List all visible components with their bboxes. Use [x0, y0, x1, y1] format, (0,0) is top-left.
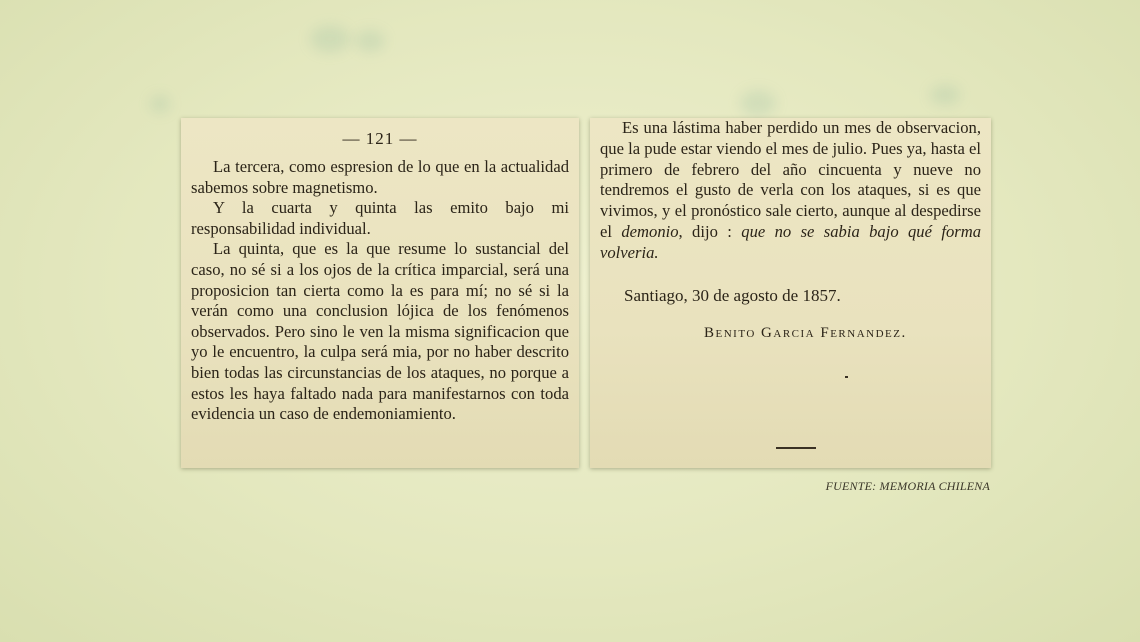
left-page-scan: [181, 118, 579, 468]
source-credit: FUENTE: MEMORIA CHILENA: [825, 479, 990, 493]
paragraph-2: Y la cuarta y quinta las emito bajo mi responsabilidad individual.: [191, 198, 569, 238]
author-signature: Benito Garcia Fernandez.: [704, 324, 907, 341]
background-stain: [355, 30, 385, 52]
paragraph-observacion: [600, 118, 981, 264]
background-stain: [740, 90, 776, 116]
quote-text: que no se sabia bajo qué forma volveria.: [600, 221, 981, 262]
ink-dot: [845, 376, 848, 378]
paragraph-1: La tercera, como espresion de lo que en la actualidad sabemos sobre magnetismo.: [191, 157, 569, 197]
paragraph-3: La quinta, que es la que resume lo sustancial del caso, no sé si a los ojos de la crítica imparcial, será una proposicion tan cierta como la es para mí; no sé si la verán como una conclusion lójica de los fenómenos observados. Pero sino le ven la misma significacion que yo le encuentro, la culpa será mia, por no haber descrito bien todas las circunstancias de los ataques, no porque a estos les haya faltado nada para manifestarnos con toda evidencia un caso de endemoniamiento.: [191, 239, 569, 424]
word-demonio: demonio: [621, 221, 679, 241]
page-number: — 121 —: [342, 129, 418, 148]
place-date: Santiago, 30 de agosto de 1857.: [624, 285, 841, 305]
text-dijo: , dijo :: [678, 221, 732, 241]
paragraph-main-text: Es una lástima haber perdido un mes de observacion, que la pude estar viendo el mes de julio. Pues ya, hasta el primero de febrero del año cincuenta y nueve no tendremos el gusto de verla con los ataques, si es que vivimos, y el pronóstico sale cierto, aunque al despedirse el: [600, 118, 981, 241]
right-page-scan: [590, 118, 991, 468]
end-rule: [776, 447, 816, 449]
background-stain: [310, 25, 350, 53]
background-stain: [930, 85, 960, 105]
background-stain: [150, 95, 170, 113]
